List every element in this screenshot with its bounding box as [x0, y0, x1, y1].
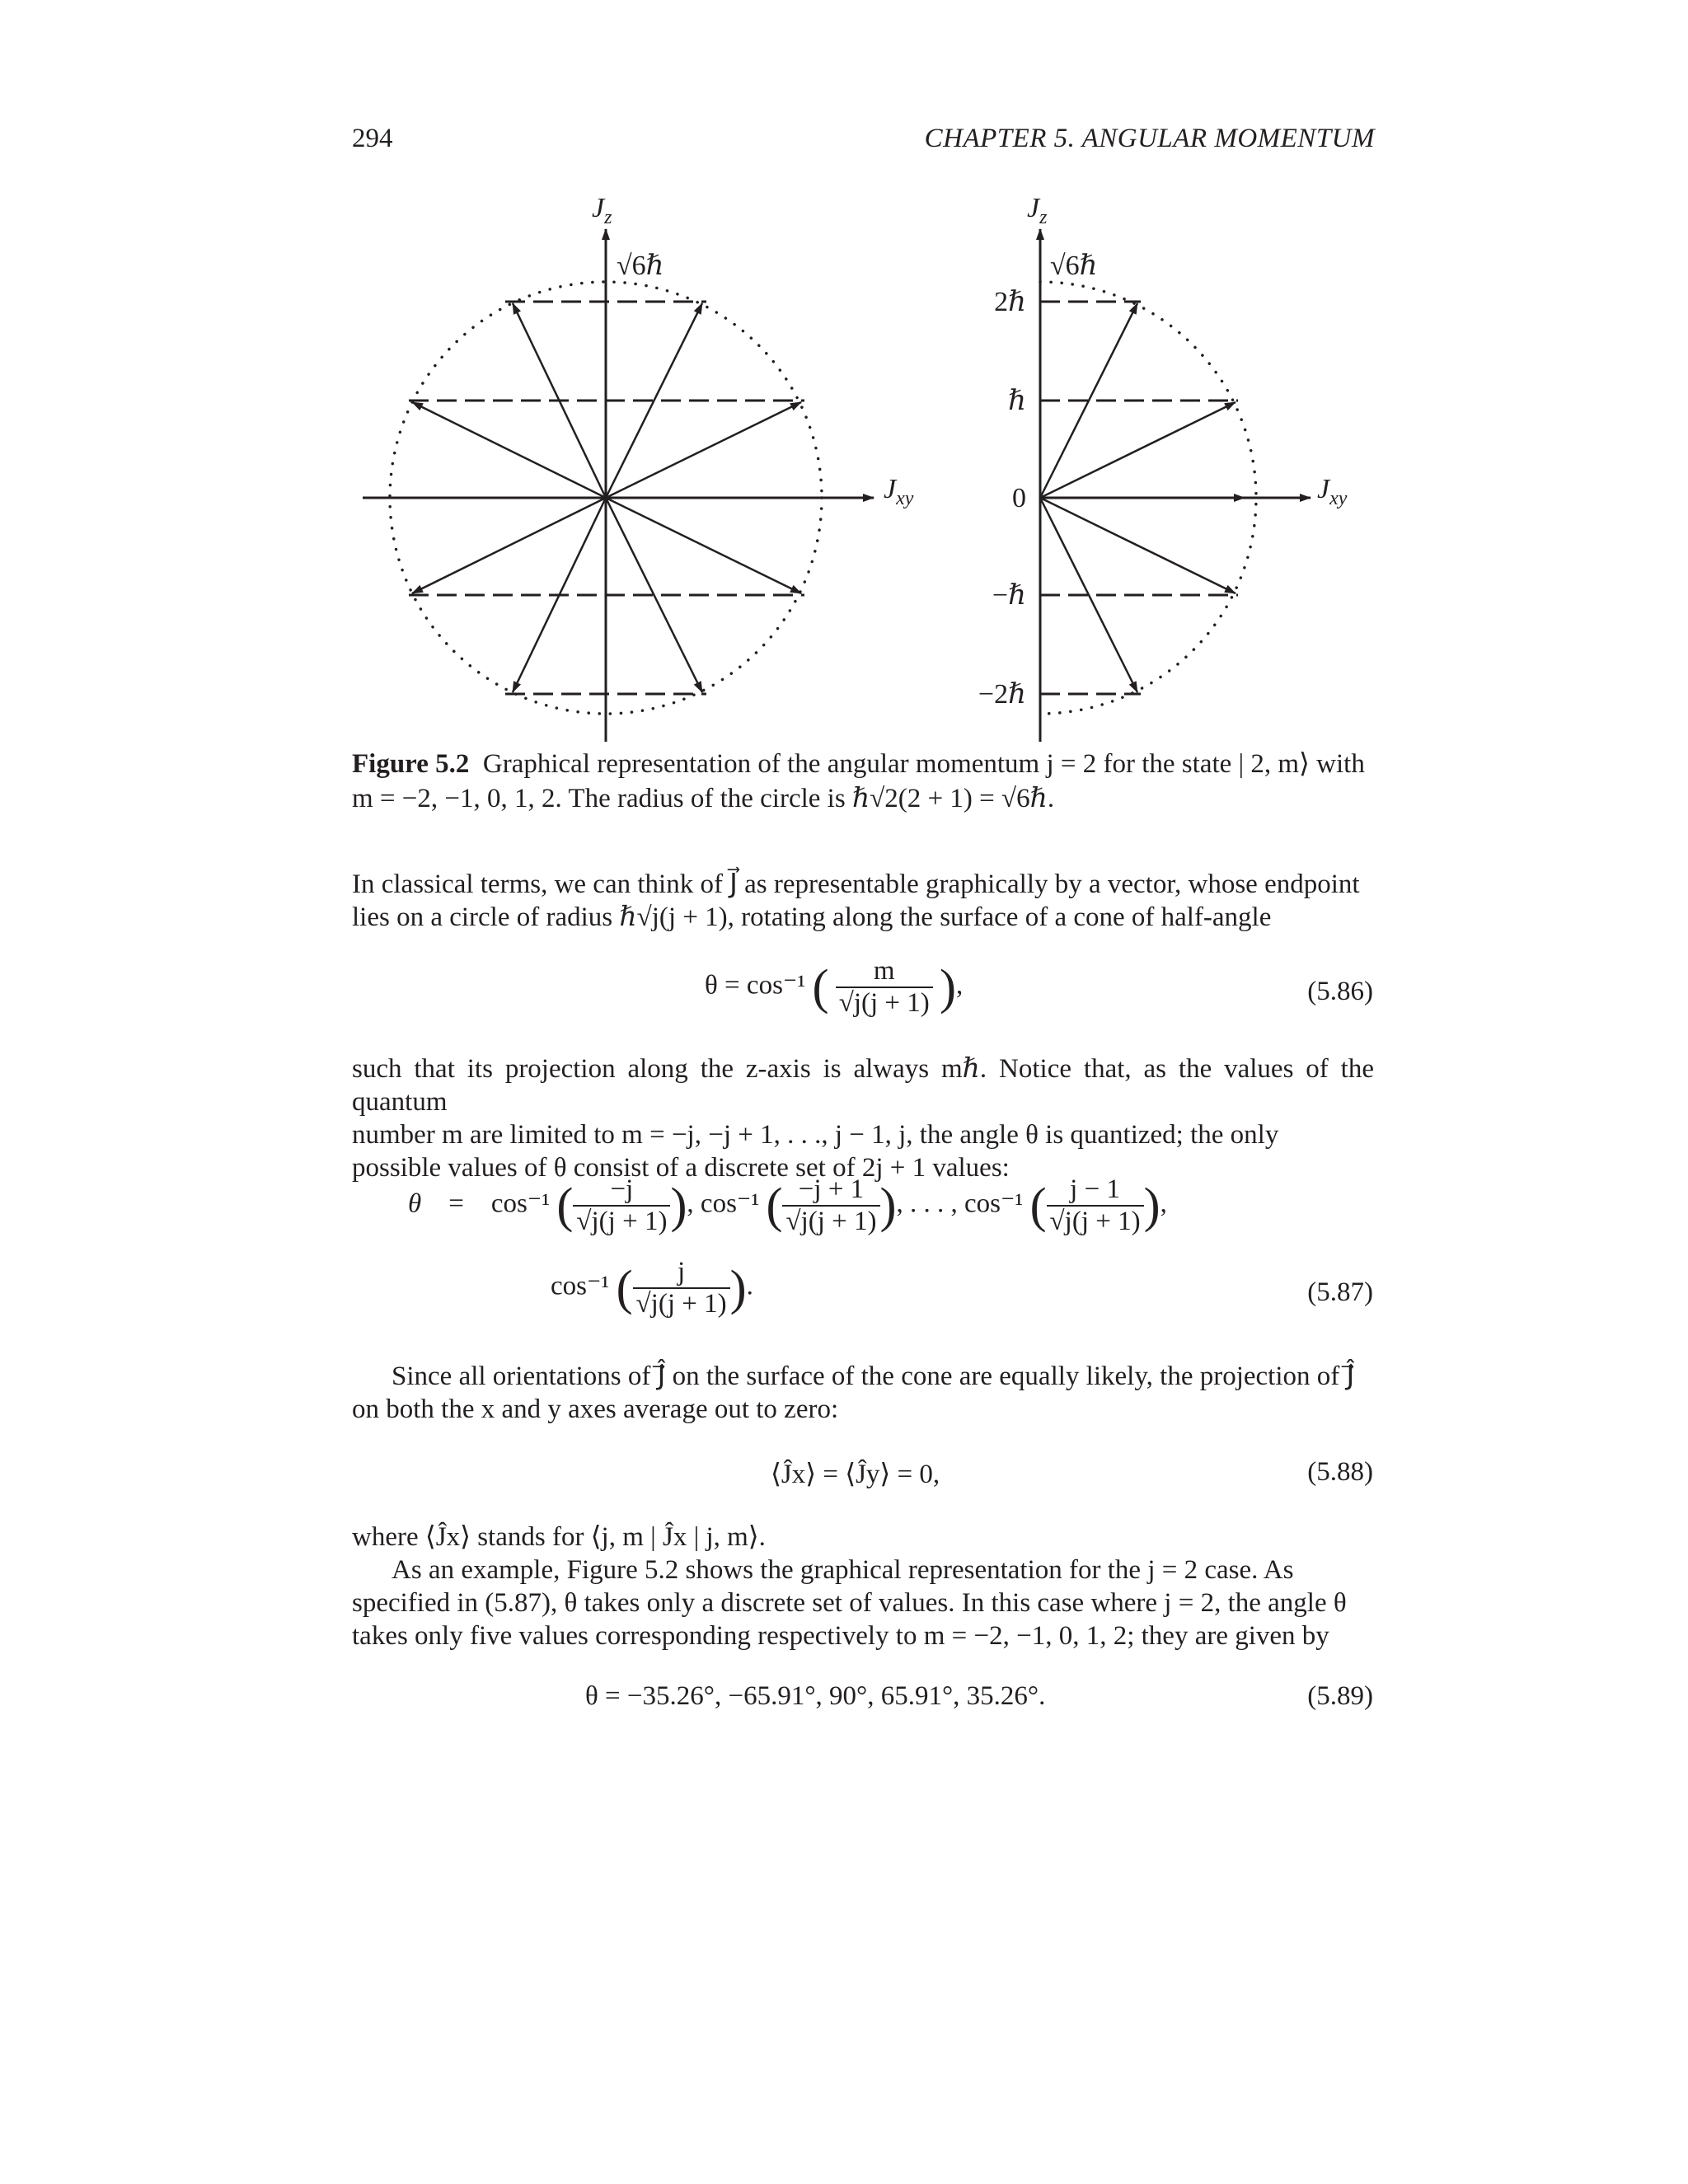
eq589-tag: (5.89) — [1307, 1681, 1373, 1711]
para5-line2: specified in (5.87), θ takes only a discrete set of values. In this case where j = 2, the angle θ — [352, 1588, 1347, 1618]
para5-line1: As an example, Figure 5.2 shows the graphical representation for the j = 2 case. As — [392, 1555, 1294, 1585]
eq587-num-2: −j + 1 — [782, 1174, 879, 1207]
para3-line2: on both the x and y axes average out to zero: — [352, 1394, 839, 1424]
right-vectors — [1040, 303, 1245, 692]
para2-line1: such that its projection along the z-axis is always mℏ. Notice that, as the values of the quantum — [352, 1054, 1374, 1117]
left-diagram — [363, 193, 914, 742]
paragraph-3 — [352, 1360, 1374, 1393]
left-jz-label: $J_z$ — [592, 193, 612, 228]
para1-line2: lies on a circle of radius ℏ√j(j + 1), rotating along the surface of a cone of half-angle — [352, 902, 1272, 932]
left-radius-label: √6ℏ — [617, 251, 664, 281]
equation-5-88: ⟨Ĵx⟩ = ⟨Ĵy⟩ = 0, — [771, 1460, 940, 1489]
eq587-cos-4: cos⁻¹ — [551, 1271, 610, 1301]
para5-line3: takes only five values corresponding respectively to m = −2, −1, 0, 1, 2; they are given by — [352, 1621, 1329, 1651]
eq588-tag: (5.88) — [1307, 1457, 1373, 1487]
caption-line2: m = −2, −1, 0, 1, 2. The radius of the circle is ℏ√2(2 + 1) = √6ℏ. — [352, 784, 1055, 813]
eq587-num-3: j − 1 — [1047, 1174, 1144, 1207]
paragraph-5 — [352, 1554, 1374, 1652]
paragraph-2 — [352, 1052, 1374, 1184]
tick-minus-2hbar: −2ℏ — [978, 679, 1026, 710]
para1-line1: In classical terms, we can think of J⃗ as representable graphically by a vector, whose endpoint — [352, 869, 1360, 899]
caption-line1: Graphical representation of the angular momentum j = 2 for the state | 2, m⟩ with — [482, 749, 1365, 779]
equation-5-87: θ = cos⁻¹ ( $\frac{-j}{√j(j + 1)}$ ), cos⁻¹ ( $\frac{-j + 1}{√j(j + 1)}$ ), . . . , cos⁻¹ ( $\frac{j - 1}{√j(j + 1)}$ ), — [408, 1174, 1167, 1236]
eq587-cos-2: cos⁻¹ — [700, 1188, 760, 1219]
equation-5-86: θ = cos⁻¹ ( $\frac{m}{√j(j + 1)}$ ), — [705, 956, 964, 1018]
right-tick-labels — [978, 287, 1026, 710]
eq587-tag: (5.87) — [1307, 1277, 1373, 1307]
para3-line1: Since all orientations of Ĵ⃗ on the surface of the cone are equally likely, the projection of Ĵ⃗ — [392, 1361, 1355, 1391]
para4-line1: where ⟨Ĵx⟩ stands for ⟨j, m | Ĵx | j, m⟩. — [352, 1522, 766, 1552]
eq587-theta: θ — [408, 1188, 422, 1219]
eq587-den-2: √j(j + 1) — [785, 1207, 877, 1236]
para2-line2: number m are limited to m = −j, −j + 1, . . ., j − 1, j, the angle θ is quantized; the only — [352, 1120, 1279, 1150]
equation-5-87-line2: cos⁻¹ ( $\frac{j}{√j(j + 1)}$ ). — [551, 1257, 753, 1319]
eq587-cos-3: cos⁻¹ — [964, 1188, 1024, 1219]
eq587-ellipsis: , . . . , — [896, 1188, 958, 1219]
paragraph-4 — [352, 1521, 1374, 1554]
figure-5-2 — [0, 0, 1688, 824]
eq587-equals: = — [448, 1188, 464, 1219]
eq587-den-1: √j(j + 1) — [576, 1207, 668, 1236]
tick-hbar: ℏ — [1008, 386, 1026, 416]
right-jz-label: $J_z$ — [1027, 193, 1048, 228]
eq586-lhs: θ = cos⁻¹ — [705, 970, 806, 1001]
eq586-denominator: √j(j + 1) — [838, 988, 930, 1018]
eq587-cos-1: cos⁻¹ — [490, 1188, 551, 1219]
tick-minus-hbar: −ℏ — [992, 580, 1026, 611]
running-head: CHAPTER 5. ANGULAR MOMENTUM — [924, 124, 1375, 153]
right-radius-label: √6ℏ — [1050, 251, 1098, 281]
eq587-num-1: −j — [573, 1174, 670, 1207]
right-jxy-label: $J_{xy}$ — [1317, 474, 1348, 509]
equation-5-89: θ = −35.26°, −65.91°, 90°, 65.91°, 35.26°. — [585, 1681, 1046, 1711]
figure-caption — [352, 747, 1374, 816]
para2-line3: possible values of θ consist of a discrete set of 2j + 1 values: — [352, 1153, 1010, 1183]
eq586-numerator: m — [836, 956, 933, 988]
left-jxy-label: $J_{xy}$ — [884, 474, 914, 509]
eq587-num-4: j — [633, 1257, 730, 1289]
eq586-tag: (5.86) — [1307, 977, 1373, 1006]
tick-zero: 0 — [1012, 483, 1026, 513]
tick-2hbar: 2ℏ — [994, 287, 1026, 317]
eq587-den-3: √j(j + 1) — [1049, 1207, 1141, 1236]
paragraph-3b — [352, 1393, 1374, 1426]
eq587-den-4: √j(j + 1) — [635, 1289, 727, 1319]
right-diagram — [978, 193, 1348, 742]
caption-label: Figure 5.2 — [352, 749, 470, 779]
page-number: 294 — [352, 124, 393, 153]
paragraph-1 — [352, 868, 1374, 934]
